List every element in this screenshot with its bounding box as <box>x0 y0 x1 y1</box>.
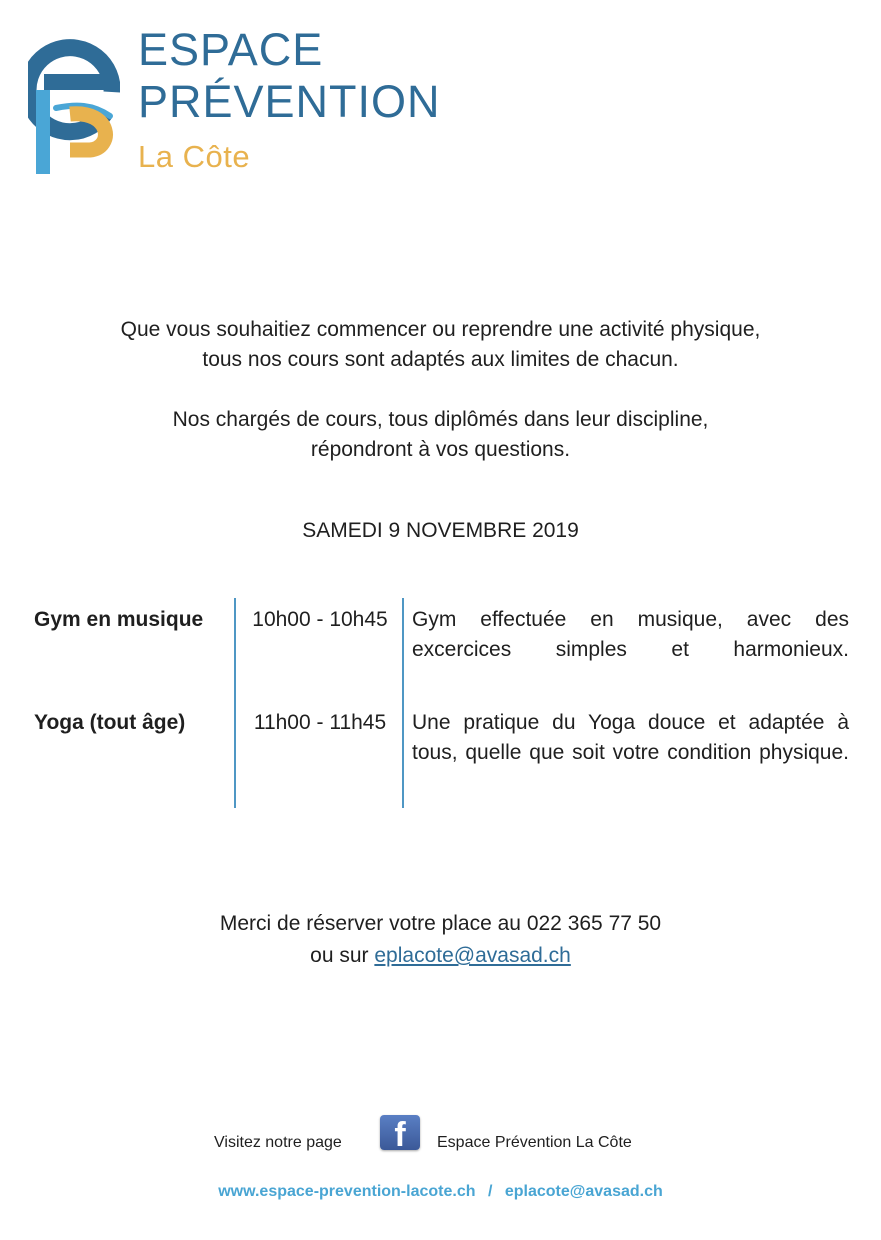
footer-separator: / <box>487 1183 493 1200</box>
logo-title-line1: ESPACE <box>138 24 324 75</box>
course-time: 11h00 - 11h45 <box>253 711 387 734</box>
footer-visit-text: Visitez notre page <box>214 1134 342 1151</box>
facebook-icon[interactable]: f <box>380 1115 420 1150</box>
logo-subtitle: La Côte <box>138 139 251 174</box>
booking-email-line <box>0 940 881 972</box>
course-description: Une pratique du Yoga douce et adaptée à tous, quelle que soit votre condition physique. <box>412 711 849 764</box>
course-time: 10h00 - 10h45 <box>252 608 388 631</box>
column-divider <box>402 598 404 808</box>
intro-paragraph2-line1: Nos chargés de cours, tous diplômés dans leur discipline, <box>172 408 709 431</box>
intro-paragraph1-line1: Que vous souhaitiez commencer ou reprendre une activité physique, <box>120 318 761 341</box>
course-name: Gym en musique <box>34 608 204 631</box>
intro-text <box>0 315 881 465</box>
footer-links <box>0 1181 881 1203</box>
website-link[interactable]: www.espace-prevention-lacote.ch <box>218 1183 476 1200</box>
intro-paragraph2-line2: répondront à vos questions. <box>310 438 571 461</box>
event-date: SAMEDI 9 NOVEMBRE 2019 <box>302 519 579 542</box>
course-description: Gym effectuée en musique, avec des excercices simples et harmonieux. <box>412 608 849 661</box>
course-name: Yoga (tout âge) <box>34 711 186 734</box>
facebook-page-name[interactable]: Espace Prévention La Côte <box>437 1134 632 1151</box>
intro-paragraph1-line2: tous nos cours sont adaptés aux limites de chacun. <box>202 348 679 371</box>
footer-email-link[interactable]: eplacote@avasad.ch <box>504 1183 663 1200</box>
booking-prefix: ou sur <box>310 944 375 967</box>
booking-info <box>0 908 881 972</box>
booking-email-link[interactable]: eplacote@avasad.ch <box>374 944 571 967</box>
course-schedule <box>0 598 881 810</box>
column-divider <box>234 598 236 808</box>
booking-phone: Merci de réserver votre place au 022 365 77 50 <box>219 912 662 935</box>
logo-title-line2: PRÉVENTION <box>138 76 441 127</box>
logo-ep-icon <box>28 32 120 178</box>
logo-mark <box>28 32 120 178</box>
logo-text <box>138 24 441 177</box>
